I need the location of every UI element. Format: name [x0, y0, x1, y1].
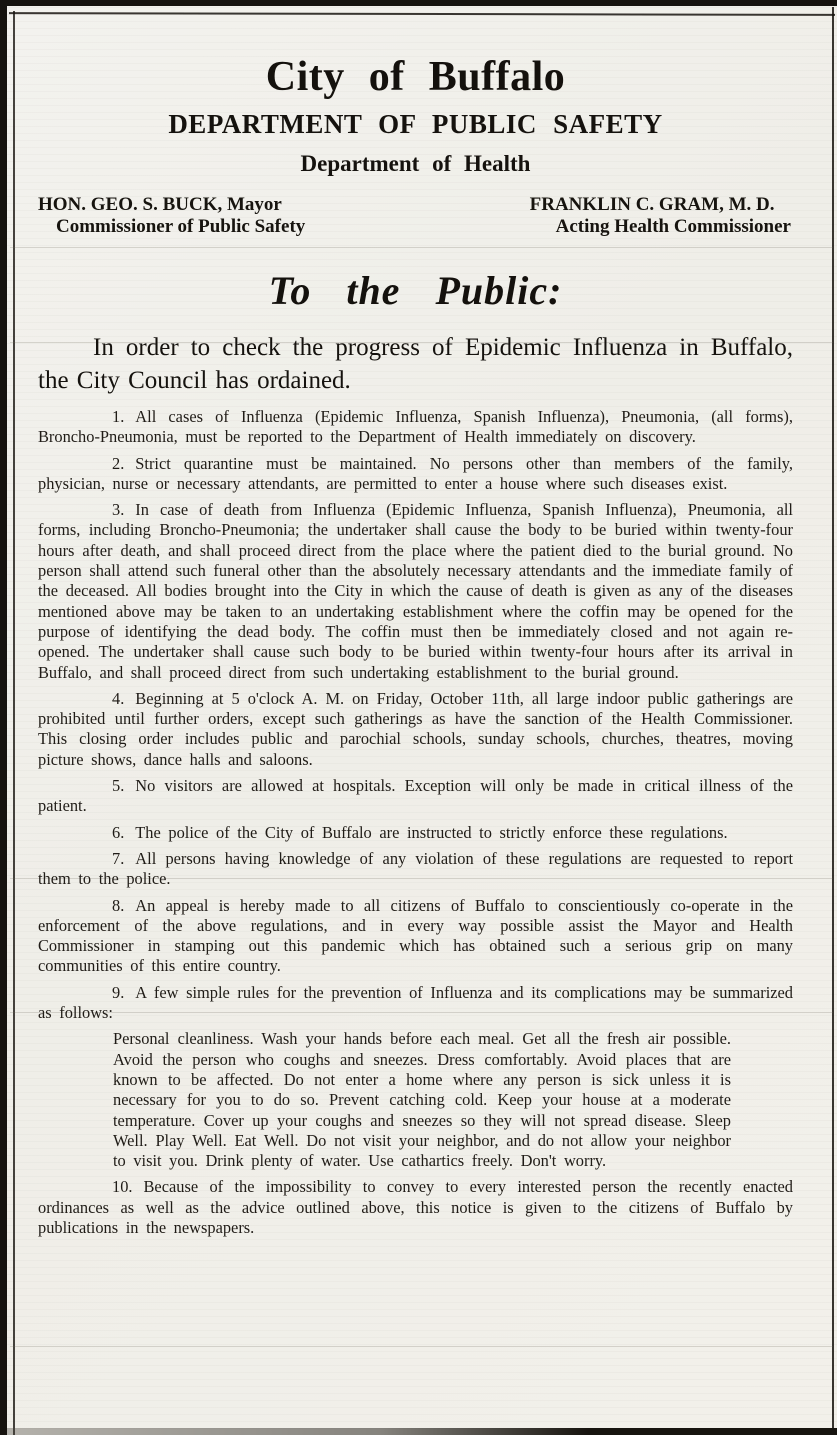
ordinance-number: 7.	[112, 848, 125, 868]
page-title: City of Buffalo	[265, 54, 566, 100]
ordinance-number: 5.	[112, 776, 125, 796]
ordinance-text: An appeal is hereby made to all citizens of Buffalo to conscientiously co-operate in the enforcement of the above regulations, and in every way possible assist the Mayor and Health Commissioner in stamping out this pandemic which has obtained such a serious grip on many communities of this entire country.	[38, 895, 793, 976]
ordinance-paragraph-8	[38, 896, 793, 977]
ordinance-number: 9.	[112, 982, 125, 1002]
ordinance-number: 10.	[112, 1177, 133, 1197]
mayor-name: HON. GEO. S. BUCK, Mayor	[38, 194, 282, 215]
ordinance-text: No visitors are allowed at hospitals. Exception will only be made in critical illness of the patient.	[38, 776, 793, 816]
department-health-heading: Department of Health	[300, 151, 531, 176]
ordinance-text: In case of death from Influenza (Epidemic Influenza, Spanish Influenza), Pneumonia, all forms, including Broncho-Pneumonia; the undertaker shall cause the body to be buried within twenty-four hours after death, and shall proceed direct from the place where the patient died to the burial ground. No person shall attend such funeral other than the absolutely necessary attendants and the immediate family of the deceased. All bodies brought into the City in which the cause of death is given as any of the diseases mentioned above may be taken to an undertaking establishment where the coffin may be opened for the purpose of identifying the dead body. The coffin must then be immediately closed and not again re-opened. The undertaker shall cause such body to be buried within twenty-four hours after its arrival in Buffalo, and shall proceed direct from such undertaking establishment to the burial ground.	[38, 500, 793, 682]
ordinance-text: Strict quarantine must be maintained. No persons other than members of the family, physician, nurse or necessary attendants, are permitted to enter a house where such diseases exist.	[38, 453, 793, 493]
commissioner-name: FRANKLIN C. GRAM, M. D.	[529, 194, 775, 215]
commissioner-title: Acting Health Commissioner	[555, 216, 791, 237]
ordinance-text: Because of the impossibility to convey to every interested person the recently enacted ordinances as well as the advice outlined above, this notice is given to the citizens of Buffalo by publications in the newspapers.	[38, 1177, 793, 1237]
ordinance-text: A few simple rules for the prevention of Influenza and its complications may be summarized as follows:	[38, 982, 793, 1023]
ordinance-paragraph-9	[38, 983, 793, 1024]
ordinance-paragraph-6	[38, 823, 793, 843]
ordinance-paragraph-7	[38, 849, 793, 890]
ordinance-number: 4.	[112, 688, 125, 708]
ordinance-number: 2.	[112, 453, 125, 473]
salutation-heading: To the Public:	[268, 268, 563, 313]
ordinance-number: 1.	[112, 407, 125, 426]
ordinance-text: All persons having knowledge of any violation of these regulations are requested to report them to the police.	[38, 848, 793, 889]
ordinance-paragraph-3	[38, 500, 793, 683]
ordinance-paragraph-10	[38, 1177, 793, 1238]
officials-row	[38, 194, 793, 238]
ordinance-number: 8.	[112, 895, 125, 915]
ordinance-text: The police of the City of Buffalo are instructed to strictly enforce these regulations.	[135, 822, 728, 842]
official-health-commissioner	[530, 194, 791, 238]
ordinance-paragraph-4	[38, 689, 793, 770]
ordinance-number: 6.	[112, 822, 125, 842]
ordinance-paragraph-5	[38, 776, 793, 817]
intro-paragraph: In order to check the progress of Epidemic Influenza in Buffalo, the City Council has ordained.	[38, 334, 793, 394]
department-public-safety-heading: DEPARTMENT OF PUBLIC SAFETY	[168, 109, 663, 139]
ordinance-number: 3.	[112, 500, 125, 520]
official-mayor	[38, 194, 305, 238]
ordinance-text: Beginning at 5 o'clock A. M. on Friday, October 11th, all large indoor public gatherings are prohibited until further orders, except such gatherings as have the sanction of the Health Commissioner. This closing order includes public and parochial schools, sunday schools, churches, theatres, moving picture shows, dance halls and saloons.	[38, 688, 793, 769]
ordinance-paragraph-2	[38, 454, 793, 495]
ordinance-text: All cases of Influenza (Epidemic Influenza, Spanish Influenza), Pneumonia, (all forms), Broncho-Pneumonia, must be reported to the Department of Health immediately on discovery.	[38, 407, 793, 447]
ordinance-paragraph-1	[38, 407, 793, 448]
prevention-rules-paragraph: Personal cleanliness. Wash your hands before each meal. Get all the fresh air possible. Avoid the person who coughs and sneezes. Dress comfortably. Avoid places that are known to be affected. Do not enter a home where any person is sick unless it is necessary for you to do so. Prevent catching cold. Keep your house at a moderate temperature. Cover up your coughs and sneezes so they will not spread disease. Sleep Well. Play Well. Eat Well. Do not visit your neighbor, and do not allow your neighbor to visit you. Drink plenty of water. Use cathartics freely. Don't worry.	[113, 1029, 731, 1171]
mayor-title: Commissioner of Public Safety	[56, 216, 306, 237]
